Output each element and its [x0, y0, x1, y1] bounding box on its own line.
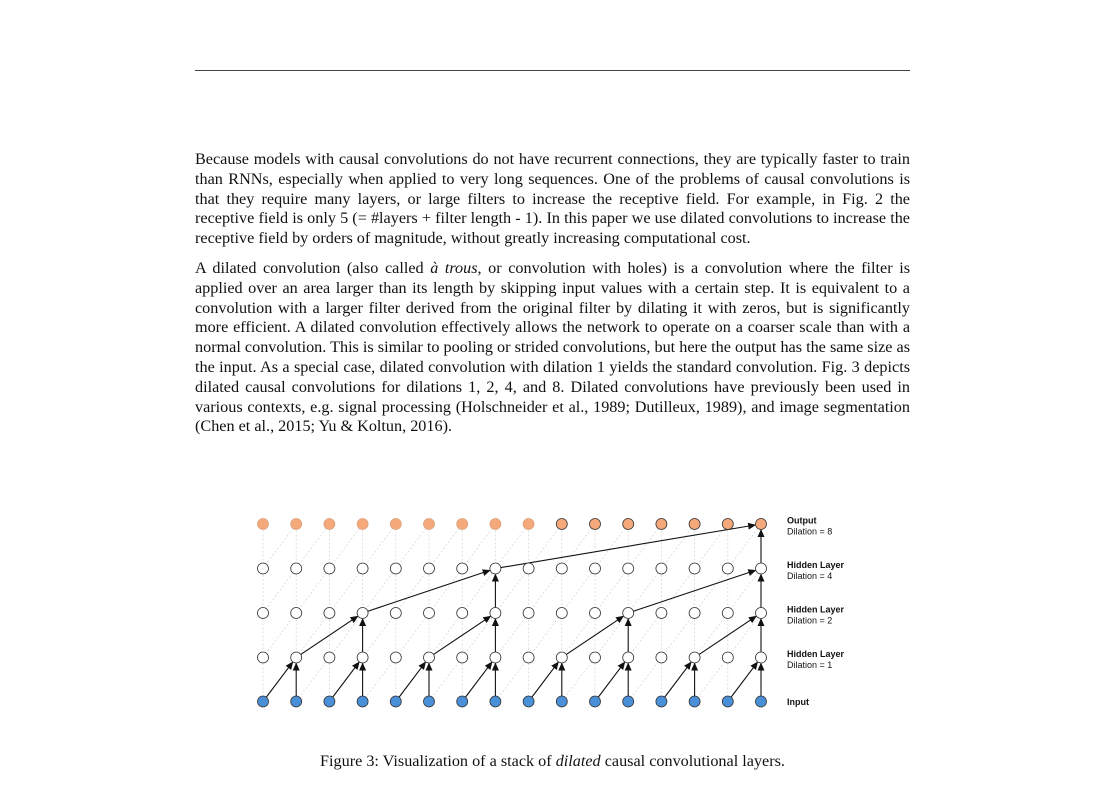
input-node: [523, 696, 534, 707]
hidden-node: [291, 608, 302, 619]
layer-label-title: Hidden Layer: [787, 560, 845, 570]
output-node: [689, 519, 700, 530]
faint-connection: [495, 524, 528, 569]
input-node: [722, 696, 733, 707]
dilated-connection-arrow: [399, 662, 425, 697]
dilated-connection-arrow: [731, 662, 757, 697]
layer-label-title: Input: [787, 697, 809, 707]
faint-connection: [296, 658, 329, 702]
faint-connection: [263, 613, 296, 658]
hidden-node: [357, 563, 368, 574]
hidden-node: [590, 608, 601, 619]
hidden-node: [258, 652, 269, 663]
hidden-node: [324, 608, 335, 619]
faint-connection: [728, 524, 761, 569]
output-node: [556, 519, 567, 530]
text-run: , or convolution with holes) is a convolution where the filter is applied over an area larger than its length by skipping input values with a certain step. It is equivalent to a convolution with a larger filter derived from the original filter by dilating it with zeros, but is significantly more efficient. A dilated convolution effectively allows the network to operate on a coarser scale than with a normal convolution. This is similar to pooling or strided convolutions, but here the output has the same size as the input. As a special case, dilated convolution with dilation 1 yields the standard convolution. Fig. 3 depicts dilated causal convolutions for dilations 1, 2, 4, and 8. Dilated convolutions have previously been used in various contexts, e.g. signal processing (Holschneider et al., 1989; Dutilleux, 1989), and image segmentation (Chen et al., 2015; Yu & Koltun, 2016).: [195, 258, 910, 436]
input-node: [556, 696, 567, 707]
hidden-node: [689, 608, 700, 619]
layer-label-title: Hidden Layer: [787, 604, 845, 615]
figure-dilated-convolutions: [250, 512, 870, 712]
input-node: [756, 696, 767, 707]
input-node: [590, 696, 601, 707]
faint-connection: [529, 569, 562, 614]
hidden-node: [623, 563, 634, 574]
faint-connection: [462, 524, 495, 569]
output-node: [590, 519, 601, 530]
faint-connection: [628, 658, 661, 702]
hidden-node: [756, 563, 767, 574]
input-node: [490, 696, 501, 707]
faint-connection: [562, 524, 595, 569]
hidden-node: [390, 608, 401, 619]
input-node: [390, 696, 401, 707]
faint-connection: [661, 569, 694, 614]
faint-connection: [329, 613, 362, 658]
hidden-node: [689, 652, 700, 663]
hidden-node: [258, 563, 269, 574]
hidden-node: [756, 652, 767, 663]
dilated-connection-arrow: [266, 662, 292, 697]
hidden-node: [357, 652, 368, 663]
background-connections: [263, 524, 761, 702]
input-node: [357, 696, 368, 707]
faint-connection: [296, 613, 329, 658]
output-node: [623, 519, 634, 530]
hidden-node: [523, 608, 534, 619]
italic-text-run: dilated: [555, 752, 601, 770]
faint-connection: [329, 569, 362, 614]
output-node: [390, 519, 401, 530]
hidden-node: [490, 563, 501, 574]
hidden-node: [457, 563, 468, 574]
input-node: [258, 696, 269, 707]
faint-connection: [595, 569, 628, 614]
faint-connection: [396, 569, 429, 614]
text-run: Because models with causal convolutions do not have recurrent connections, they are typically faster to train than RNNs, especially when applied to very long sequences. One of the problems of causal convolutions is that they require many layers, or large filters to increase the receptive field. For example, in Fig. 2 the receptive field is only 5 (= #layers + filter length - 1). In this paper we use dilated convolutions to increase the receptive field by orders of magnitude, without greatly increasing computational cost.: [195, 150, 910, 248]
faint-connection: [462, 569, 495, 614]
nodes: [258, 519, 767, 708]
hidden-node: [424, 652, 435, 663]
faint-connection: [628, 524, 661, 569]
hidden-node: [556, 608, 567, 619]
dilated-connection-arrow: [598, 662, 624, 697]
dilated-convolution-diagram: [250, 512, 870, 712]
dilated-connection-arrow: [466, 662, 492, 697]
hidden-node: [390, 563, 401, 574]
hidden-node: [556, 563, 567, 574]
faint-connection: [529, 613, 562, 658]
faint-connection: [296, 524, 329, 569]
faint-connection: [728, 569, 761, 614]
hidden-node: [357, 608, 368, 619]
hidden-node: [722, 563, 733, 574]
active-connections: [266, 525, 761, 697]
figure-caption: [0, 752, 1105, 771]
hidden-node: [291, 563, 302, 574]
faint-connection: [595, 613, 628, 658]
text-run: A dilated convolution (also called: [195, 258, 431, 277]
input-node: [324, 696, 335, 707]
output-node: [291, 519, 302, 530]
layer-label-title: Hidden Layer: [787, 649, 845, 659]
hidden-node: [490, 608, 501, 619]
faint-connection: [661, 613, 694, 658]
body-text: [195, 150, 910, 447]
hidden-node: [390, 652, 401, 663]
faint-connection: [628, 569, 661, 614]
faint-connection: [695, 569, 728, 614]
faint-connection: [429, 569, 462, 614]
input-node: [656, 696, 667, 707]
hidden-node: [424, 608, 435, 619]
hidden-node: [656, 563, 667, 574]
layer-label-dilation: Dilation = 4: [787, 571, 833, 581]
faint-connection: [396, 524, 429, 569]
hidden-node: [457, 608, 468, 619]
output-node: [457, 519, 468, 530]
dilated-connection-arrow: [665, 662, 691, 697]
input-node: [457, 696, 468, 707]
hidden-node: [324, 563, 335, 574]
hidden-node: [523, 652, 534, 663]
output-node: [258, 519, 269, 530]
hidden-node: [258, 608, 269, 619]
faint-connection: [263, 569, 296, 614]
paragraph-causal-convolutions: [195, 150, 910, 249]
layer-label-dilation: Dilation = 8: [787, 526, 833, 537]
output-node: [490, 519, 501, 530]
hidden-node: [424, 563, 435, 574]
faint-connection: [495, 569, 528, 614]
faint-connection: [495, 658, 528, 702]
faint-connection: [429, 613, 462, 658]
hidden-node: [689, 563, 700, 574]
hidden-node: [457, 652, 468, 663]
faint-connection: [595, 524, 628, 569]
hidden-node: [490, 652, 501, 663]
faint-connection: [396, 613, 429, 658]
hidden-node: [556, 652, 567, 663]
faint-connection: [695, 613, 728, 658]
output-node: [722, 519, 733, 530]
faint-connection: [562, 569, 595, 614]
hidden-node: [291, 652, 302, 663]
italic-text-run: à trous: [430, 258, 478, 277]
hidden-node: [590, 652, 601, 663]
faint-connection: [462, 613, 495, 658]
faint-connection: [296, 569, 329, 614]
input-node: [424, 696, 435, 707]
input-node: [623, 696, 634, 707]
faint-connection: [363, 524, 396, 569]
paragraph-dilated-convolution: [195, 259, 910, 437]
dilated-connection-arrow: [532, 662, 558, 697]
hidden-node: [324, 652, 335, 663]
hidden-node: [623, 608, 634, 619]
output-node: [523, 519, 534, 530]
faint-connection: [628, 613, 661, 658]
hidden-node: [722, 652, 733, 663]
text-run: Figure 3: Visualization of a stack of: [320, 752, 556, 770]
faint-connection: [429, 524, 462, 569]
faint-connection: [363, 658, 396, 702]
hidden-node: [722, 608, 733, 619]
faint-connection: [562, 658, 595, 702]
hidden-node: [656, 652, 667, 663]
faint-connection: [363, 569, 396, 614]
header-rule: [195, 70, 910, 71]
text-run: causal convolutional layers.: [600, 752, 785, 770]
output-node: [756, 519, 767, 530]
output-node: [324, 519, 335, 530]
dilated-connection-arrow: [333, 662, 359, 697]
faint-connection: [661, 524, 694, 569]
hidden-node: [590, 563, 601, 574]
hidden-node: [756, 608, 767, 619]
layer-label-dilation: Dilation = 2: [787, 615, 833, 626]
layer-label-title: Output: [787, 515, 817, 526]
faint-connection: [363, 613, 396, 658]
input-node: [689, 696, 700, 707]
faint-connection: [695, 658, 728, 702]
layer-label-dilation: Dilation = 1: [787, 660, 833, 670]
output-node: [357, 519, 368, 530]
faint-connection: [728, 613, 761, 658]
faint-connection: [429, 658, 462, 702]
output-node: [656, 519, 667, 530]
hidden-node: [523, 563, 534, 574]
faint-connection: [495, 613, 528, 658]
output-node: [424, 519, 435, 530]
hidden-node: [656, 608, 667, 619]
faint-connection: [562, 613, 595, 658]
faint-connection: [263, 524, 296, 569]
input-node: [291, 696, 302, 707]
hidden-node: [623, 652, 634, 663]
faint-connection: [329, 524, 362, 569]
